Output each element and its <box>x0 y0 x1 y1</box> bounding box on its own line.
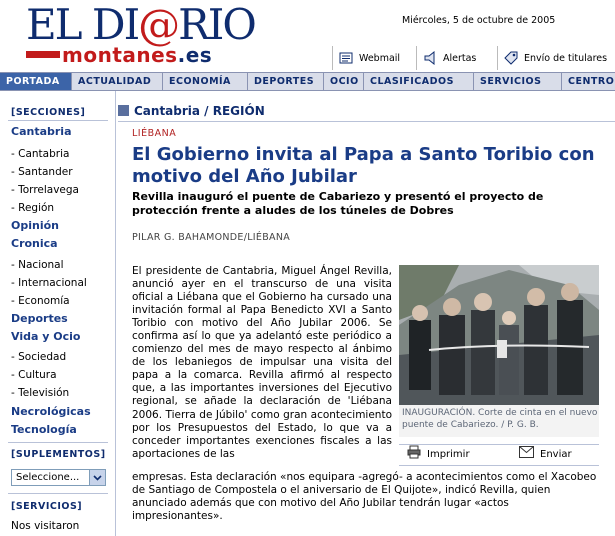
logo-bar <box>26 51 60 58</box>
site-header <box>0 0 615 72</box>
print-button[interactable]: Imprimir <box>407 445 470 465</box>
article-headline: El Gobierno invita al Papa a Santo Toribio con motivo del Año Jubilar <box>132 144 595 187</box>
site-logo[interactable] <box>26 0 266 67</box>
sidebar-item-opinion[interactable]: Opinión <box>11 219 59 232</box>
square-icon <box>118 105 129 116</box>
sidebar-subitem[interactable]: - Economía <box>11 295 70 307</box>
sidebar-subitem[interactable]: - Nacional <box>11 259 64 271</box>
alert-icon <box>423 51 437 65</box>
nav-economia[interactable]: ECONOMÍA <box>163 73 248 90</box>
article-photo[interactable] <box>399 265 599 405</box>
select-value: Seleccione... <box>16 472 80 483</box>
logo-wordmark: EL DI@RIO <box>26 0 255 49</box>
sidebar-subitem[interactable]: - Torrelavega <box>11 184 79 196</box>
logo-subdomain: montanes.es <box>62 43 213 67</box>
article-kicker: LIÉBANA <box>132 128 177 139</box>
article-actions <box>399 444 599 466</box>
alerts-link[interactable]: Alertas <box>416 46 476 70</box>
divider <box>8 442 108 443</box>
sidebar-item-deportes[interactable]: Deportes <box>11 312 68 325</box>
divider <box>8 120 108 121</box>
nav-ocio[interactable]: OCIO <box>324 73 364 90</box>
main-nav <box>0 72 615 91</box>
sidebar-item-vida-ocio[interactable]: Vida y Ocio <box>11 330 81 343</box>
nav-clasificados[interactable]: CLASIFICADOS <box>364 73 474 90</box>
current-date: Miércoles, 5 de octubre de 2005 <box>402 15 556 26</box>
breadcrumb: Cantabria / REGIÓN <box>118 104 265 120</box>
sidebar-subitem[interactable]: - Televisión <box>11 387 70 399</box>
article-body-continued: empresas. Esta declaración «nos equipara -agregó- a acontecimientos como el Xacobeo de Santiago de Compostela o el aniversario de El Quijote», indicó Revilla, quien anunciado además que con motivo del Año Jubilar tendrán lugar «actos impresionantes». <box>132 471 597 523</box>
sidebar-item-tecnologia[interactable]: Tecnología <box>11 423 77 436</box>
sidebar-heading-suplementos: [SUPLEMENTOS] <box>11 449 106 460</box>
sidebar-subitem[interactable]: - Región <box>11 202 55 214</box>
photo-caption: INAUGURACIÓN. Corte de cinta en el nuevo puente de Cabariezo. / P. G. B. <box>399 405 599 437</box>
nav-servicios[interactable]: SERVICIOS <box>474 73 562 90</box>
sidebar-subitem[interactable]: - Cantabria <box>11 148 70 160</box>
nav-deportes[interactable]: DEPORTES <box>248 73 324 90</box>
sidebar-item-nos-visitaron[interactable]: Nos visitaron <box>11 520 80 532</box>
divider <box>118 121 615 122</box>
nav-portada[interactable]: PORTADA <box>0 73 72 90</box>
chevron-down-icon <box>89 470 105 485</box>
sidebar <box>0 91 116 536</box>
tag-icon <box>504 51 518 65</box>
divider <box>8 493 108 494</box>
supplements-select[interactable] <box>11 469 106 486</box>
headlines-link[interactable]: Envío de titulares <box>497 46 607 70</box>
article-body-column: El presidente de Cantabria, Miguel Ángel Revilla, anunció ayer en el transcurso de una visita oficial a Liébana que el Gobierno ha cursado una invitación formal al Papa Benedicto XVI a Santo Toribio con motivo del Año Jubilar 2006. Se confirma así lo que ya adelantó este periódico a comienzo del mes de mayo respecto al ánbimo de los lebaniegos de impulsar una visita del papa a la comarca. Revilla afirmó al respecto que, a las importantes inversiones del Ejecutivo regional, se añade la declaración de 'Liébana 2006. Tierra de Júbilo' como gran acontecimiento por los Presupuestos del Estado, lo que va a conceder importantes exenciones fiscales a las aportaciones de las <box>132 265 392 460</box>
sidebar-heading-servicios: [SERVICIOS] <box>11 501 83 512</box>
nav-centro[interactable]: CENTRO <box>568 76 615 87</box>
mail-icon <box>519 446 534 458</box>
article-subheadline: Revilla inauguró el puente de Cabariezo y presentó el proyecto de protección frente a aludes de los túneles de Dobres <box>132 190 544 217</box>
webmail-icon <box>339 51 353 65</box>
print-icon <box>407 445 421 459</box>
nav-actualidad[interactable]: ACTUALIDAD <box>72 73 163 90</box>
webmail-link[interactable]: Webmail <box>332 46 400 70</box>
send-button[interactable]: Enviar <box>519 445 572 465</box>
sidebar-item-necrologicas[interactable]: Necrológicas <box>11 405 91 418</box>
photo-image <box>399 265 599 405</box>
sidebar-subitem[interactable]: - Santander <box>11 166 73 178</box>
header-tools <box>332 46 615 70</box>
sidebar-subitem[interactable]: - Sociedad <box>11 351 67 363</box>
article-byline: PILAR G. BAHAMONDE/LIÉBANA <box>132 232 291 243</box>
sidebar-subitem[interactable]: - Internacional <box>11 277 87 289</box>
sidebar-heading-secciones: [SECCIONES] <box>11 107 86 118</box>
sidebar-subitem[interactable]: - Cultura <box>11 369 57 381</box>
sidebar-item-cronica[interactable]: Cronica <box>11 237 58 250</box>
sidebar-item-cantabria[interactable]: Cantabria <box>11 125 72 138</box>
